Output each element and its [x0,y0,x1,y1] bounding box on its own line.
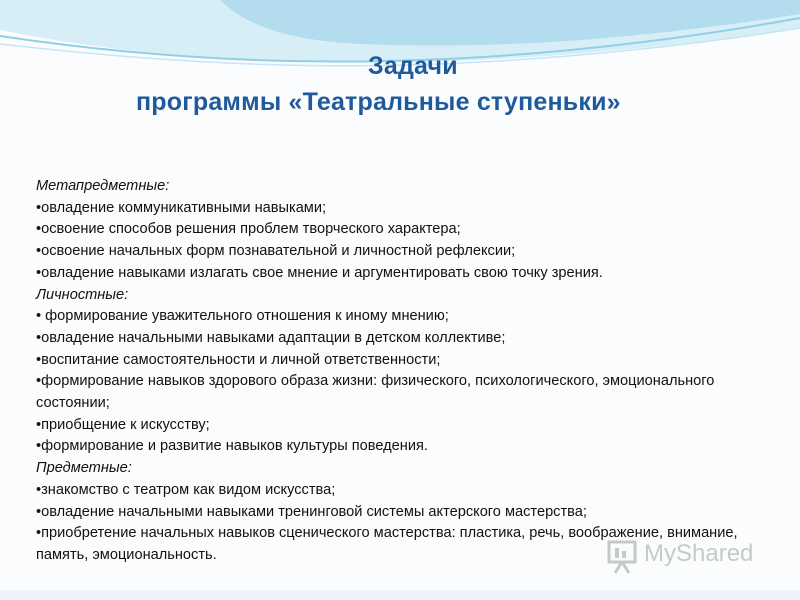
list-item: • овладение коммуникативными навыками; [36,198,766,220]
list-item: • знакомство с театром как видом искусства; [36,480,766,502]
list-item: • приобщение к искусству; [36,415,766,437]
footer-band [0,590,800,600]
list-item: • овладение начальными навыками тренинговой системы актерского мастерства; [36,502,766,524]
slide-title-line-1: Задачи [368,52,458,80]
list-item: • формирование и развитие навыков культуры поведения. [36,436,766,458]
section-heading-personal: Личностные: [36,286,129,303]
watermark [606,536,766,576]
watermark-text: MyShared [644,540,754,567]
section-heading-metasubject: Метапредметные: [36,178,170,194]
list-item: • формирование уважительного отношения к иному мнению; [36,306,766,328]
list-item: • овладение начальными навыками адаптации в детском коллективе; [36,328,766,350]
section-heading-subject: Предметные: [36,460,132,477]
presentation-board-icon [606,536,640,574]
list-item: • формирование навыков здорового образа жизни: физического, психологического, эмоционального состоянии; [36,371,766,414]
list-item: • приобретение начальных навыков сценического мастерства: пластика, речь, воображение, внимание, память, эмоциональность. [36,523,766,566]
list-item: • овладение навыками излагать свое мнение и аргументировать свою точку зрения. [36,263,766,285]
slide-title-line-2: программы «Театральные ступеньки» [136,88,621,116]
list-item: • освоение начальных форм познавательной и личностной рефлексии; [36,241,766,263]
list-item: • освоение способов решения проблем творческого характера; [36,219,766,241]
list-item: • воспитание самостоятельности и личной ответственности; [36,350,766,372]
objectives-list [36,176,766,567]
